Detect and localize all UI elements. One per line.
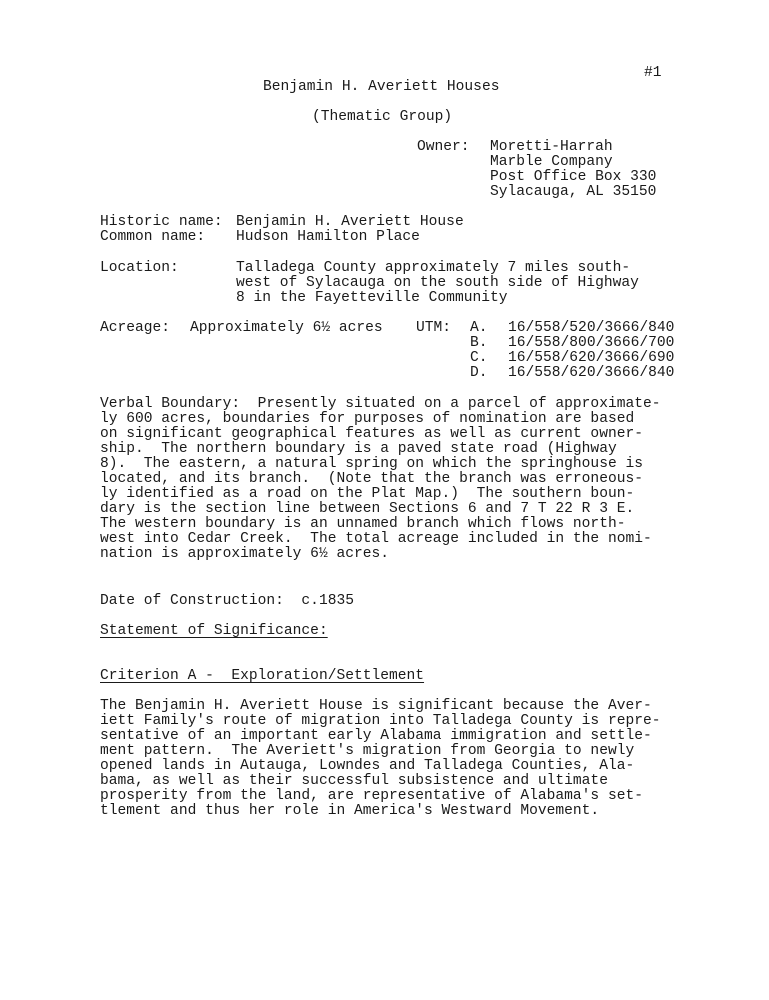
verbal-boundary-line: ly 600 acres, boundaries for purposes of nomination are based: [100, 411, 635, 427]
significance-heading: Statement of Significance:: [100, 623, 328, 639]
acreage-label: Acreage:: [100, 320, 171, 336]
utm-value: 16/558/800/3666/700: [508, 335, 675, 351]
utm-label: UTM:: [416, 320, 452, 336]
document-subtitle: (Thematic Group): [312, 109, 453, 125]
owner-line: Moretti-Harrah: [490, 139, 613, 155]
verbal-boundary-line: on significant geographical features as well as current owner-: [100, 426, 643, 442]
utm-letter: C.: [470, 350, 488, 366]
verbal-boundary-line: 8). The eastern, a natural spring on which the springhouse is: [100, 456, 643, 472]
location-label: Location:: [100, 260, 179, 276]
common-name-label: Common name:: [100, 229, 206, 245]
criterion-line: The Benjamin H. Averiett House is significant because the Aver-: [100, 698, 652, 714]
verbal-boundary-line: ship. The northern boundary is a paved state road (Highway: [100, 441, 617, 457]
utm-value: 16/558/620/3666/840: [508, 365, 675, 381]
location-line: west of Sylacauga on the south side of Highway: [236, 275, 639, 291]
criterion-line: sentative of an important early Alabama immigration and settle-: [100, 728, 652, 744]
verbal-boundary-line: The western boundary is an unnamed branch which flows north-: [100, 516, 626, 532]
historic-name-value: Benjamin H. Averiett House: [236, 214, 464, 230]
verbal-boundary-line: ly identified as a road on the Plat Map.) The southern boun-: [100, 486, 635, 502]
owner-line: Marble Company: [490, 154, 613, 170]
verbal-boundary-line: located, and its branch. (Note that the branch was erroneous-: [100, 471, 643, 487]
document-title: Benjamin H. Averiett Houses: [263, 79, 500, 95]
utm-value: 16/558/620/3666/690: [508, 350, 675, 366]
owner-line: Sylacauga, AL 35150: [490, 184, 657, 200]
page-number: #1: [644, 65, 662, 81]
criterion-line: tlement and thus her role in America's Westward Movement.: [100, 803, 600, 819]
acreage-value: Approximately 6½ acres: [190, 320, 383, 336]
verbal-boundary-line: west into Cedar Creek. The total acreage included in the nomi-: [100, 531, 652, 547]
utm-letter: A.: [470, 320, 488, 336]
owner-line: Post Office Box 330: [490, 169, 657, 185]
criterion-line: opened lands in Autauga, Lowndes and Talladega Counties, Ala-: [100, 758, 635, 774]
historic-name-label: Historic name:: [100, 214, 223, 230]
location-line: Talladega County approximately 7 miles south-: [236, 260, 631, 276]
owner-label: Owner:: [417, 139, 470, 155]
common-name-value: Hudson Hamilton Place: [236, 229, 420, 245]
verbal-boundary-line: nation is approximately 6½ acres.: [100, 546, 390, 562]
utm-value: 16/558/520/3666/840: [508, 320, 675, 336]
verbal-boundary-line: Verbal Boundary: Presently situated on a parcel of approximate-: [100, 396, 661, 412]
criterion-heading: Criterion A - Exploration/Settlement: [100, 668, 425, 684]
criterion-line: bama, as well as their successful subsistence and ultimate: [100, 773, 608, 789]
criterion-line: prosperity from the land, are representative of Alabama's set-: [100, 788, 643, 804]
criterion-line: ment pattern. The Averiett's migration from Georgia to newly: [100, 743, 635, 759]
criterion-line: iett Family's route of migration into Talladega County is repre-: [100, 713, 661, 729]
verbal-boundary-line: dary is the section line between Sections 6 and 7 T 22 R 3 E.: [100, 501, 635, 517]
utm-letter: B.: [470, 335, 488, 351]
construction-date: Date of Construction: c.1835: [100, 593, 354, 609]
location-line: 8 in the Fayetteville Community: [236, 290, 508, 306]
utm-letter: D.: [470, 365, 488, 381]
